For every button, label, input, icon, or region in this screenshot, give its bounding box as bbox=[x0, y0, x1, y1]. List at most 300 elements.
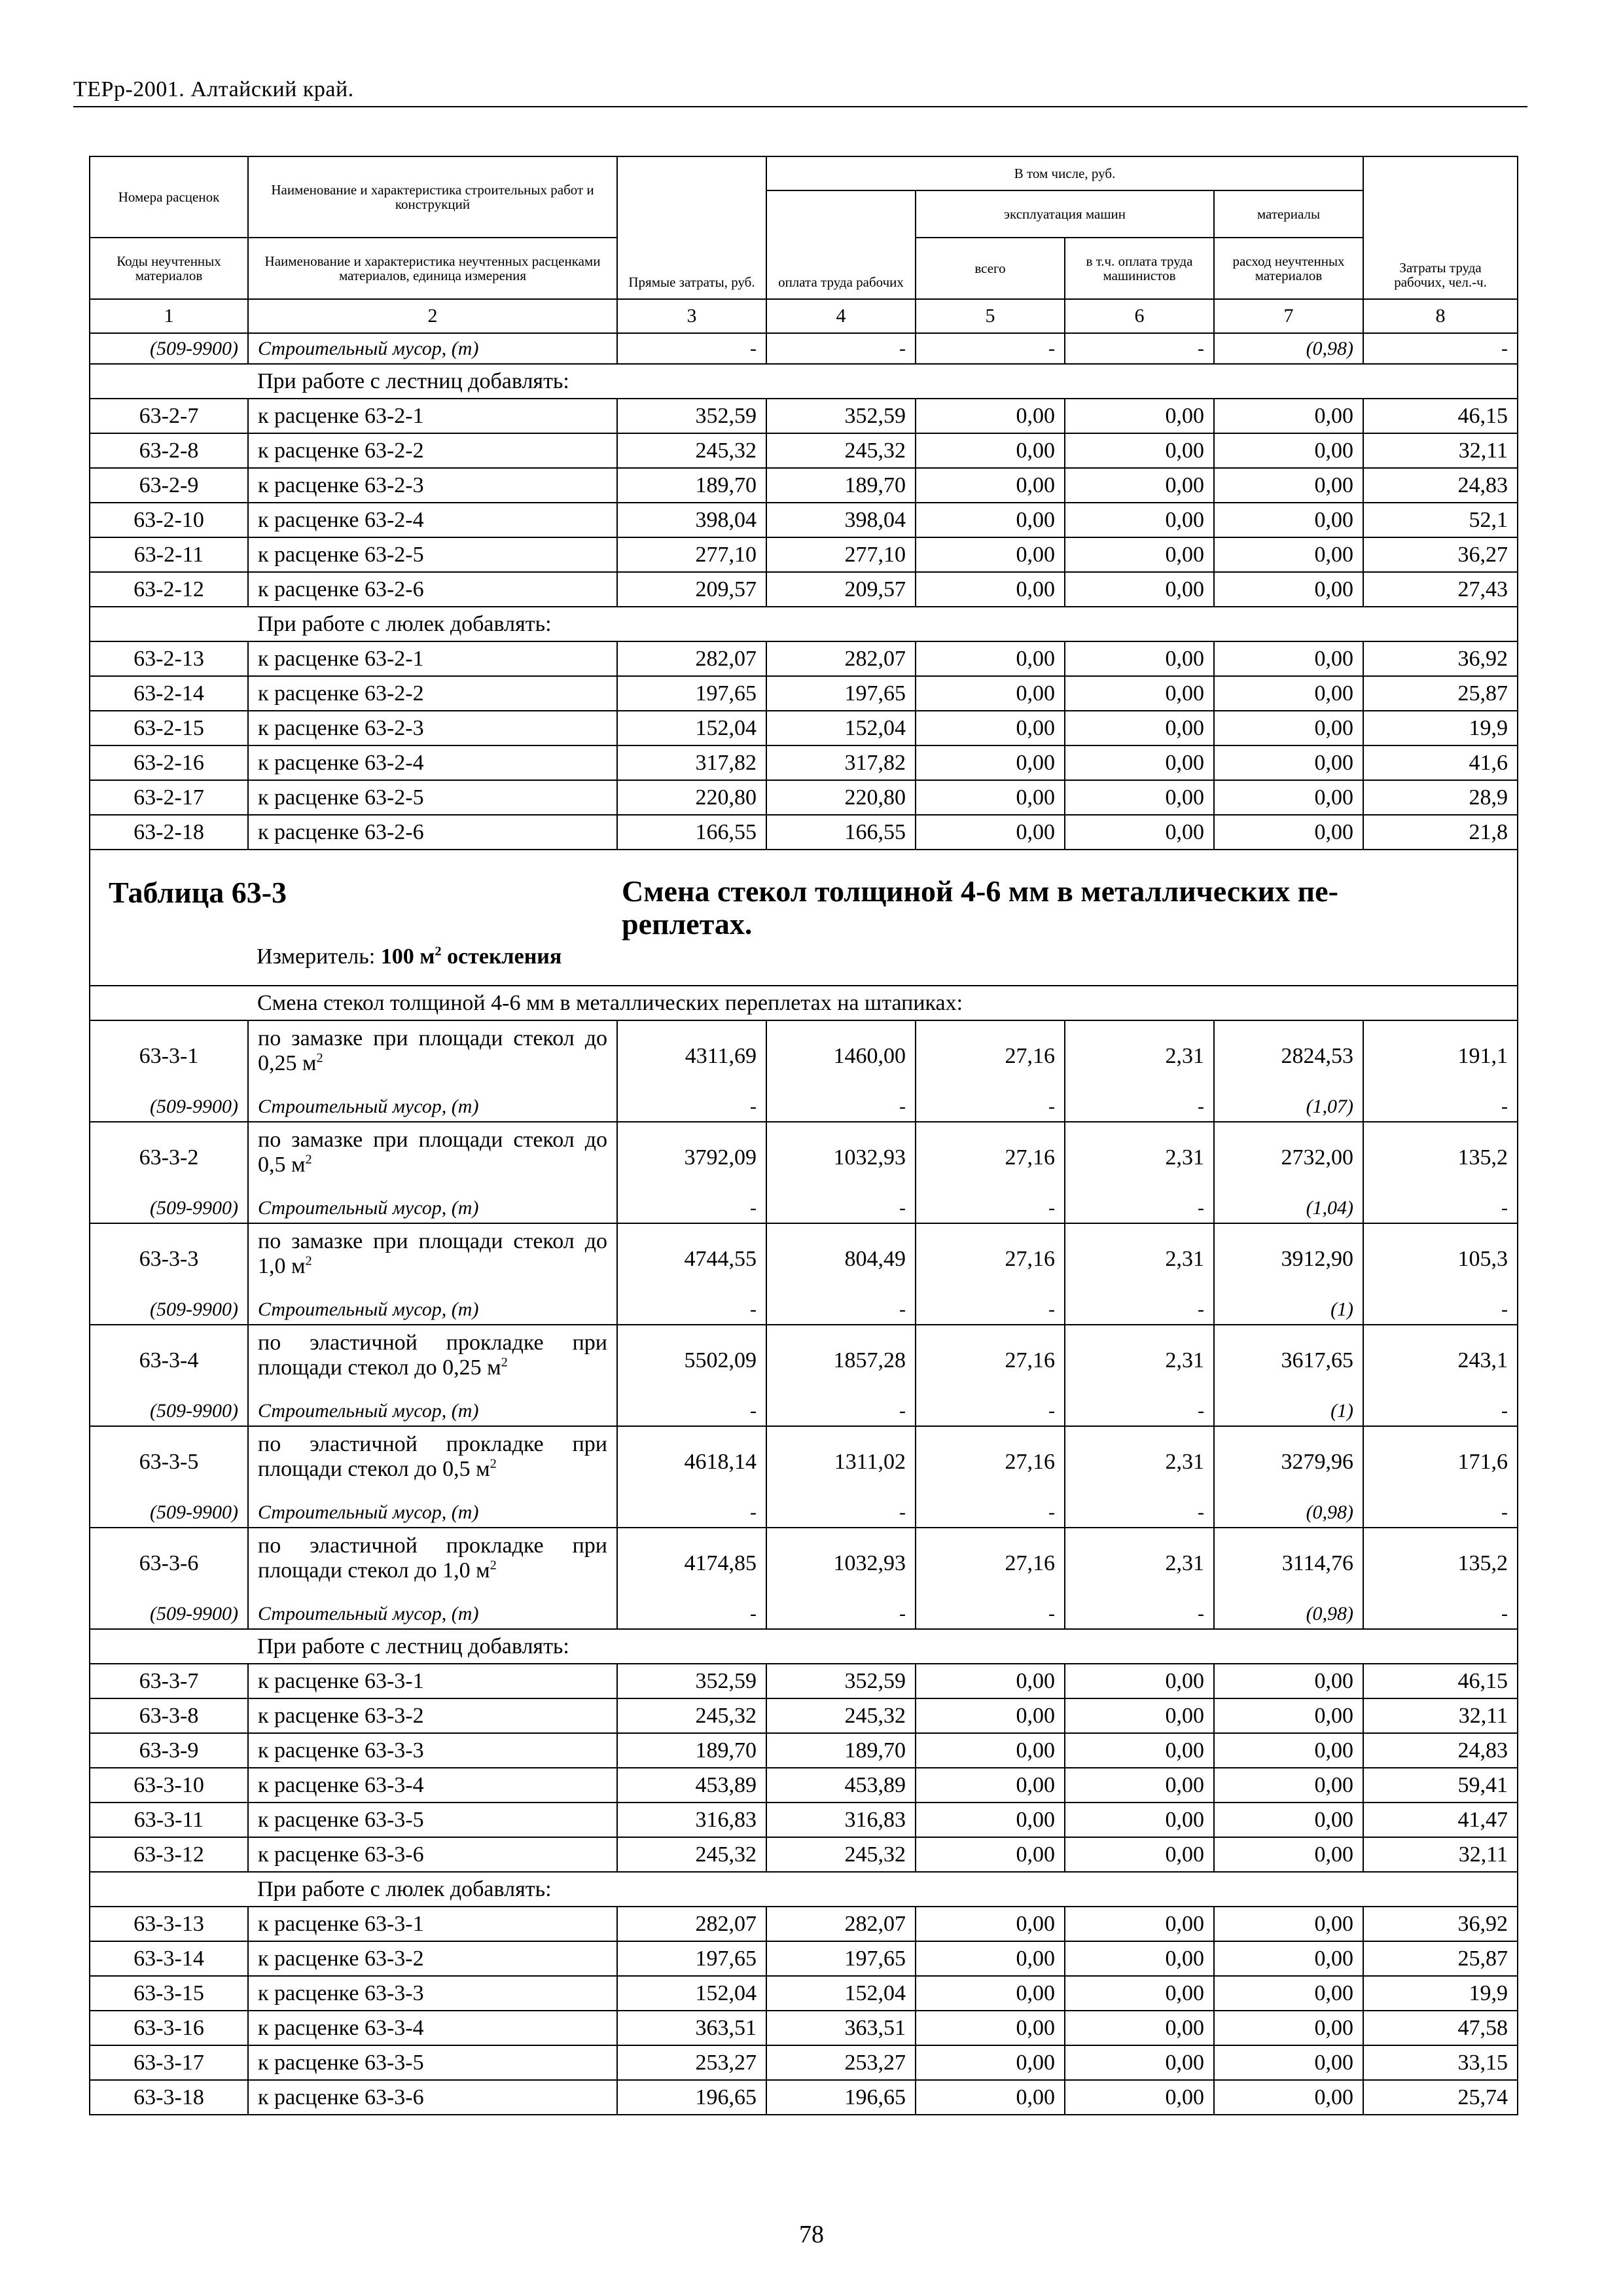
table-row bbox=[90, 641, 1518, 676]
rate-name-power: 2 bbox=[490, 1456, 497, 1471]
table-row bbox=[90, 1698, 1518, 1733]
header-wages: оплата труда рабочих bbox=[766, 190, 916, 299]
value-cell: - bbox=[766, 333, 916, 364]
value-cell: 0,00 bbox=[1214, 399, 1363, 433]
value-cell: 135,2 bbox=[1363, 1122, 1518, 1193]
value-cell: 0,00 bbox=[916, 1941, 1065, 1976]
material-name: Строительный мусор, (т) bbox=[248, 1396, 617, 1426]
rate-name-text: по замазке при площади стекол до 0,5 м bbox=[258, 1128, 607, 1177]
measure-amount: 100 м bbox=[380, 944, 435, 969]
rate-name-text: по замазке при площади стекол до 0,25 м bbox=[258, 1026, 607, 1075]
value-cell: 2,31 bbox=[1065, 1325, 1214, 1396]
value-cell: (1,04) bbox=[1214, 1193, 1363, 1223]
value-cell: 0,00 bbox=[916, 1976, 1065, 2011]
value-cell: 0,00 bbox=[1214, 433, 1363, 468]
value-cell: - bbox=[1363, 1295, 1518, 1325]
rate-name bbox=[248, 1325, 617, 1396]
table-title-row bbox=[90, 850, 1518, 986]
value-cell: 0,00 bbox=[1214, 641, 1363, 676]
table-row bbox=[90, 1803, 1518, 1837]
value-cell: 0,00 bbox=[1214, 503, 1363, 537]
value-cell: 0,00 bbox=[1065, 1837, 1214, 1872]
value-cell: 317,82 bbox=[617, 745, 766, 780]
rate-name-text: по эластичной прокладке при площади стекол до 0,5 м bbox=[258, 1432, 607, 1481]
rate-code: 63-3-6 bbox=[90, 1528, 248, 1599]
rate-name: к расценке 63-3-1 bbox=[248, 1664, 617, 1698]
rate-code: 63-3-3 bbox=[90, 1223, 248, 1295]
rate-name-text: по замазке при площади стекол до 1,0 м bbox=[258, 1229, 607, 1278]
value-cell: 209,57 bbox=[617, 572, 766, 607]
rate-code: 63-3-10 bbox=[90, 1768, 248, 1803]
measure-power: 2 bbox=[435, 944, 442, 959]
section-spacer bbox=[90, 607, 248, 641]
value-cell: 804,49 bbox=[766, 1223, 916, 1295]
section-title: При работе с лестниц добавлять: bbox=[248, 364, 1363, 399]
value-cell: - bbox=[1065, 1092, 1214, 1122]
value-cell: 316,83 bbox=[766, 1803, 916, 1837]
value-cell: 0,00 bbox=[1214, 572, 1363, 607]
table-row bbox=[90, 745, 1518, 780]
rate-name bbox=[248, 1223, 617, 1295]
value-cell: 189,70 bbox=[766, 468, 916, 503]
value-cell: 0,00 bbox=[916, 745, 1065, 780]
value-cell: 0,00 bbox=[1065, 1976, 1214, 2011]
value-cell: 3279,96 bbox=[1214, 1426, 1363, 1498]
value-cell: 27,43 bbox=[1363, 572, 1518, 607]
value-cell: 0,00 bbox=[1065, 2045, 1214, 2080]
section-spacer bbox=[90, 364, 248, 399]
value-cell: 245,32 bbox=[617, 1837, 766, 1872]
debris-row bbox=[90, 1599, 1518, 1629]
table-subtitle: Смена стекол толщиной 4-6 мм в металлических переплетах на штапиках: bbox=[248, 986, 1363, 1020]
value-cell: 0,00 bbox=[1214, 1733, 1363, 1768]
value-cell: 2,31 bbox=[1065, 1426, 1214, 1498]
rate-name-power: 2 bbox=[501, 1355, 508, 1370]
value-cell: 0,00 bbox=[916, 503, 1065, 537]
header-machinists-wages: в т.ч. оплата труда машинистов bbox=[1065, 238, 1214, 299]
value-cell: 243,1 bbox=[1363, 1325, 1518, 1396]
value-cell: 0,00 bbox=[1065, 1803, 1214, 1837]
rate-name: к расценке 63-2-1 bbox=[248, 399, 617, 433]
value-cell: 196,65 bbox=[766, 2080, 916, 2115]
value-cell: 352,59 bbox=[617, 399, 766, 433]
value-cell: - bbox=[916, 1295, 1065, 1325]
value-cell: 189,70 bbox=[617, 468, 766, 503]
value-cell: - bbox=[916, 1396, 1065, 1426]
header-rate-numbers: Номера расценок bbox=[90, 156, 248, 238]
debris-row bbox=[90, 1092, 1518, 1122]
table-row bbox=[90, 1664, 1518, 1698]
value-cell: 209,57 bbox=[766, 572, 916, 607]
rate-code: 63-3-2 bbox=[90, 1122, 248, 1193]
value-cell: - bbox=[766, 1193, 916, 1223]
value-cell: 0,00 bbox=[1065, 1664, 1214, 1698]
value-cell: 24,83 bbox=[1363, 468, 1518, 503]
value-cell: 25,74 bbox=[1363, 2080, 1518, 2115]
header-unaccounted-materials: расход неучтенных материалов bbox=[1214, 238, 1363, 299]
value-cell: - bbox=[617, 1092, 766, 1122]
value-cell: (1) bbox=[1214, 1295, 1363, 1325]
rate-name: к расценке 63-2-3 bbox=[248, 468, 617, 503]
material-code: (509-9900) bbox=[90, 1396, 248, 1426]
value-cell: 352,59 bbox=[617, 1664, 766, 1698]
value-cell: 25,87 bbox=[1363, 1941, 1518, 1976]
value-cell: - bbox=[617, 1193, 766, 1223]
header-material-names: Наименование и характеристика неучтенных расценками материалов, единица измерения bbox=[248, 238, 617, 299]
rate-code: 63-3-11 bbox=[90, 1803, 248, 1837]
value-cell: 197,65 bbox=[617, 1941, 766, 1976]
value-cell: 4744,55 bbox=[617, 1223, 766, 1295]
value-cell: - bbox=[617, 1599, 766, 1629]
value-cell: 0,00 bbox=[1065, 433, 1214, 468]
value-cell: 0,00 bbox=[916, 2080, 1065, 2115]
value-cell: 0,00 bbox=[1065, 572, 1214, 607]
material-code: (509-9900) bbox=[90, 1295, 248, 1325]
rate-name-power: 2 bbox=[316, 1050, 323, 1066]
rate-name: к расценке 63-2-6 bbox=[248, 572, 617, 607]
value-cell: 189,70 bbox=[617, 1733, 766, 1768]
value-cell: 0,00 bbox=[916, 676, 1065, 711]
rate-name: к расценке 63-3-2 bbox=[248, 1698, 617, 1733]
value-cell: (0,98) bbox=[1214, 1599, 1363, 1629]
value-cell: 32,11 bbox=[1363, 433, 1518, 468]
value-cell: 24,83 bbox=[1363, 1733, 1518, 1768]
value-cell: 171,6 bbox=[1363, 1426, 1518, 1498]
value-cell: 245,32 bbox=[766, 1837, 916, 1872]
value-cell: - bbox=[766, 1599, 916, 1629]
value-cell: 27,16 bbox=[916, 1528, 1065, 1599]
value-cell: - bbox=[617, 333, 766, 364]
value-cell: 191,1 bbox=[1363, 1020, 1518, 1092]
value-cell: 352,59 bbox=[766, 1664, 916, 1698]
rate-name-power: 2 bbox=[490, 1558, 497, 1573]
value-cell: 0,00 bbox=[1065, 641, 1214, 676]
value-cell: 1460,00 bbox=[766, 1020, 916, 1092]
value-cell: - bbox=[1065, 1498, 1214, 1528]
section-title: При работе с люлек добавлять: bbox=[248, 607, 1363, 641]
value-cell: 32,11 bbox=[1363, 1837, 1518, 1872]
rate-code: 63-3-12 bbox=[90, 1837, 248, 1872]
rate-code: 63-3-8 bbox=[90, 1698, 248, 1733]
header-direct-costs: Прямые затраты, руб. bbox=[617, 156, 766, 299]
table-body bbox=[90, 299, 1518, 2115]
value-cell: 316,83 bbox=[617, 1803, 766, 1837]
value-cell: 32,11 bbox=[1363, 1698, 1518, 1733]
rate-code: 63-3-7 bbox=[90, 1664, 248, 1698]
rate-name: к расценке 63-3-6 bbox=[248, 1837, 617, 1872]
rate-name bbox=[248, 1426, 617, 1498]
value-cell: 0,00 bbox=[916, 1803, 1065, 1837]
value-cell: 0,00 bbox=[916, 1698, 1065, 1733]
value-cell: 0,00 bbox=[916, 1907, 1065, 1941]
value-cell: 0,00 bbox=[916, 468, 1065, 503]
value-cell: 0,00 bbox=[1214, 676, 1363, 711]
column-number: 8 bbox=[1363, 299, 1518, 333]
rate-code: 63-2-18 bbox=[90, 815, 248, 850]
value-cell: 0,00 bbox=[916, 815, 1065, 850]
value-cell: 245,32 bbox=[766, 1698, 916, 1733]
rate-name: к расценке 63-2-5 bbox=[248, 780, 617, 815]
value-cell: 0,00 bbox=[1065, 815, 1214, 850]
value-cell: 0,00 bbox=[916, 399, 1065, 433]
table-row bbox=[90, 815, 1518, 850]
value-cell: 317,82 bbox=[766, 745, 916, 780]
value-cell: 36,92 bbox=[1363, 641, 1518, 676]
section-spacer bbox=[1363, 1872, 1518, 1907]
section-spacer bbox=[1363, 986, 1518, 1020]
material-name: Строительный мусор, (т) bbox=[248, 333, 617, 364]
material-code: (509-9900) bbox=[90, 1193, 248, 1223]
rate-name: к расценке 63-3-3 bbox=[248, 1976, 617, 2011]
debris-row bbox=[90, 1193, 1518, 1223]
value-cell: 19,9 bbox=[1363, 1976, 1518, 2011]
table-row bbox=[90, 1733, 1518, 1768]
value-cell: 4311,69 bbox=[617, 1020, 766, 1092]
value-cell: 197,65 bbox=[617, 676, 766, 711]
value-cell: 52,1 bbox=[1363, 503, 1518, 537]
section-spacer bbox=[1363, 1629, 1518, 1664]
table-row bbox=[90, 1528, 1518, 1599]
value-cell: 245,32 bbox=[766, 433, 916, 468]
rate-code: 63-3-18 bbox=[90, 2080, 248, 2115]
value-cell: 0,00 bbox=[1214, 2045, 1363, 2080]
table-row bbox=[90, 1941, 1518, 1976]
value-cell: 0,00 bbox=[1214, 2011, 1363, 2045]
value-cell: 0,00 bbox=[916, 2045, 1065, 2080]
value-cell: 0,00 bbox=[1214, 745, 1363, 780]
header-rule bbox=[73, 106, 1527, 107]
value-cell: (1,07) bbox=[1214, 1092, 1363, 1122]
rate-code: 63-3-5 bbox=[90, 1426, 248, 1498]
value-cell: 398,04 bbox=[766, 503, 916, 537]
measure-label: Измеритель: bbox=[257, 944, 376, 969]
section-spacer bbox=[1363, 607, 1518, 641]
value-cell: 33,15 bbox=[1363, 2045, 1518, 2080]
measure-value bbox=[381, 944, 562, 969]
section-heading-row bbox=[90, 1872, 1518, 1907]
rates-table bbox=[89, 156, 1518, 2115]
material-code: (509-9900) bbox=[90, 1092, 248, 1122]
rate-name: к расценке 63-2-1 bbox=[248, 641, 617, 676]
rate-name: к расценке 63-3-2 bbox=[248, 1941, 617, 1976]
value-cell: 1857,28 bbox=[766, 1325, 916, 1396]
table-row bbox=[90, 1907, 1518, 1941]
table-row bbox=[90, 2011, 1518, 2045]
rate-name: к расценке 63-3-5 bbox=[248, 1803, 617, 1837]
value-cell: 4618,14 bbox=[617, 1426, 766, 1498]
column-number: 2 bbox=[248, 299, 617, 333]
value-cell: 0,00 bbox=[1065, 745, 1214, 780]
rate-code: 63-2-11 bbox=[90, 537, 248, 572]
value-cell: 27,16 bbox=[916, 1223, 1065, 1295]
debris-row bbox=[90, 1295, 1518, 1325]
value-cell: 0,00 bbox=[1214, 711, 1363, 745]
section-heading-row bbox=[90, 364, 1518, 399]
rate-name: к расценке 63-2-2 bbox=[248, 676, 617, 711]
value-cell: 0,00 bbox=[1214, 780, 1363, 815]
value-cell: 25,87 bbox=[1363, 676, 1518, 711]
value-cell: 152,04 bbox=[766, 711, 916, 745]
rate-code: 63-3-16 bbox=[90, 2011, 248, 2045]
table-description: Смена стекол толщиной 4-6 мм в металлических пе-реплетах. bbox=[622, 874, 1338, 941]
value-cell: 0,00 bbox=[916, 572, 1065, 607]
page-header: ТЕРр-2001. Алтайский край. bbox=[73, 77, 354, 101]
value-cell: 1032,93 bbox=[766, 1122, 916, 1193]
value-cell: 0,00 bbox=[916, 780, 1065, 815]
table-row bbox=[90, 399, 1518, 433]
value-cell: 282,07 bbox=[617, 641, 766, 676]
value-cell: 152,04 bbox=[617, 711, 766, 745]
rate-code: 63-2-10 bbox=[90, 503, 248, 537]
section-title: При работе с люлек добавлять: bbox=[248, 1872, 1363, 1907]
value-cell: 3792,09 bbox=[617, 1122, 766, 1193]
column-number: 4 bbox=[766, 299, 916, 333]
page-number: 78 bbox=[799, 2221, 824, 2248]
rate-code: 63-2-15 bbox=[90, 711, 248, 745]
value-cell: 4174,85 bbox=[617, 1528, 766, 1599]
value-cell: 0,00 bbox=[916, 1768, 1065, 1803]
rate-name-power: 2 bbox=[305, 1152, 312, 1167]
value-cell: 2824,53 bbox=[1214, 1020, 1363, 1092]
header-work-name: Наименование и характеристика строительных работ и конструкций bbox=[248, 156, 617, 238]
value-cell: 27,16 bbox=[916, 1020, 1065, 1092]
value-cell: - bbox=[916, 1092, 1065, 1122]
value-cell: - bbox=[1363, 1498, 1518, 1528]
table-row bbox=[90, 1837, 1518, 1872]
value-cell: 245,32 bbox=[617, 433, 766, 468]
value-cell: 0,00 bbox=[916, 1837, 1065, 1872]
table-row bbox=[90, 1020, 1518, 1092]
table-row bbox=[90, 1223, 1518, 1295]
value-cell: 0,00 bbox=[1214, 1768, 1363, 1803]
value-cell: 59,41 bbox=[1363, 1768, 1518, 1803]
table-row bbox=[90, 503, 1518, 537]
rate-name: к расценке 63-2-6 bbox=[248, 815, 617, 850]
value-cell: - bbox=[766, 1092, 916, 1122]
table-row bbox=[90, 676, 1518, 711]
value-cell: 0,00 bbox=[1065, 1907, 1214, 1941]
value-cell: 0,00 bbox=[1214, 1976, 1363, 2011]
value-cell: 0,00 bbox=[916, 711, 1065, 745]
material-code: (509-9900) bbox=[90, 333, 248, 364]
header-materials: материалы bbox=[1214, 190, 1363, 238]
value-cell: 0,00 bbox=[1214, 815, 1363, 850]
rate-name: к расценке 63-2-3 bbox=[248, 711, 617, 745]
value-cell: 0,00 bbox=[1214, 1803, 1363, 1837]
rate-code: 63-3-14 bbox=[90, 1941, 248, 1976]
value-cell: 0,00 bbox=[1214, 537, 1363, 572]
value-cell: 189,70 bbox=[766, 1733, 916, 1768]
value-cell: 5502,09 bbox=[617, 1325, 766, 1396]
rate-name-text: по эластичной прокладке при площади стекол до 0,25 м bbox=[258, 1331, 607, 1380]
value-cell: 0,00 bbox=[1065, 1733, 1214, 1768]
value-cell: - bbox=[916, 1599, 1065, 1629]
value-cell: 2,31 bbox=[1065, 1528, 1214, 1599]
header-material-codes: Коды неучтенных материалов bbox=[90, 238, 248, 299]
section-title: При работе с лестниц добавлять: bbox=[248, 1629, 1363, 1664]
value-cell: 0,00 bbox=[1065, 1941, 1214, 1976]
value-cell: - bbox=[916, 1498, 1065, 1528]
rate-code: 63-3-13 bbox=[90, 1907, 248, 1941]
rate-code: 63-2-16 bbox=[90, 745, 248, 780]
table-row bbox=[90, 537, 1518, 572]
value-cell: 0,00 bbox=[1065, 503, 1214, 537]
table-row bbox=[90, 1325, 1518, 1396]
rate-code: 63-2-9 bbox=[90, 468, 248, 503]
value-cell: - bbox=[617, 1498, 766, 1528]
rate-name: к расценке 63-2-5 bbox=[248, 537, 617, 572]
measure-unit bbox=[257, 944, 562, 969]
rate-code: 63-3-1 bbox=[90, 1020, 248, 1092]
value-cell: - bbox=[766, 1498, 916, 1528]
value-cell: 0,00 bbox=[1214, 1941, 1363, 1976]
rate-name: к расценке 63-3-1 bbox=[248, 1907, 617, 1941]
value-cell: - bbox=[1065, 1295, 1214, 1325]
column-number: 1 bbox=[90, 299, 248, 333]
rate-name bbox=[248, 1020, 617, 1092]
column-number: 6 bbox=[1065, 299, 1214, 333]
value-cell: 0,00 bbox=[1214, 2080, 1363, 2115]
rate-code: 63-2-14 bbox=[90, 676, 248, 711]
value-cell: 363,51 bbox=[617, 2011, 766, 2045]
value-cell: 0,00 bbox=[1065, 2011, 1214, 2045]
column-number: 3 bbox=[617, 299, 766, 333]
value-cell: 0,00 bbox=[916, 641, 1065, 676]
rate-code: 63-2-7 bbox=[90, 399, 248, 433]
rate-code: 63-3-4 bbox=[90, 1325, 248, 1396]
value-cell: (0,98) bbox=[1214, 1498, 1363, 1528]
value-cell: (0,98) bbox=[1214, 333, 1363, 364]
value-cell: 152,04 bbox=[617, 1976, 766, 2011]
value-cell: 47,58 bbox=[1363, 2011, 1518, 2045]
rate-code: 63-3-15 bbox=[90, 1976, 248, 2011]
debris-row bbox=[90, 1498, 1518, 1528]
rate-code: 63-3-17 bbox=[90, 2045, 248, 2080]
value-cell: 27,16 bbox=[916, 1426, 1065, 1498]
value-cell: 0,00 bbox=[1065, 711, 1214, 745]
material-name: Строительный мусор, (т) bbox=[248, 1193, 617, 1223]
value-cell: - bbox=[1065, 333, 1214, 364]
value-cell: 0,00 bbox=[1065, 1698, 1214, 1733]
value-cell: 105,3 bbox=[1363, 1223, 1518, 1295]
value-cell: 2,31 bbox=[1065, 1020, 1214, 1092]
value-cell: 277,10 bbox=[617, 537, 766, 572]
value-cell: - bbox=[1363, 333, 1518, 364]
value-cell: 253,27 bbox=[766, 2045, 916, 2080]
header-machines-total: всего bbox=[916, 238, 1065, 299]
section-heading-row bbox=[90, 607, 1518, 641]
material-name: Строительный мусор, (т) bbox=[248, 1599, 617, 1629]
value-cell: - bbox=[1363, 1193, 1518, 1223]
table-row bbox=[90, 711, 1518, 745]
rate-code: 63-2-12 bbox=[90, 572, 248, 607]
value-cell: 166,55 bbox=[766, 815, 916, 850]
value-cell: 0,00 bbox=[1065, 399, 1214, 433]
rate-code: 63-3-9 bbox=[90, 1733, 248, 1768]
value-cell: 2,31 bbox=[1065, 1223, 1214, 1295]
value-cell: 453,89 bbox=[617, 1768, 766, 1803]
value-cell: - bbox=[916, 1193, 1065, 1223]
table-row bbox=[90, 1976, 1518, 2011]
value-cell: 2732,00 bbox=[1214, 1122, 1363, 1193]
value-cell: 220,80 bbox=[766, 780, 916, 815]
debris-row bbox=[90, 333, 1518, 364]
table-row bbox=[90, 2080, 1518, 2115]
table-row bbox=[90, 572, 1518, 607]
section-spacer bbox=[90, 1629, 248, 1664]
value-cell: - bbox=[1363, 1599, 1518, 1629]
value-cell: 363,51 bbox=[766, 2011, 916, 2045]
